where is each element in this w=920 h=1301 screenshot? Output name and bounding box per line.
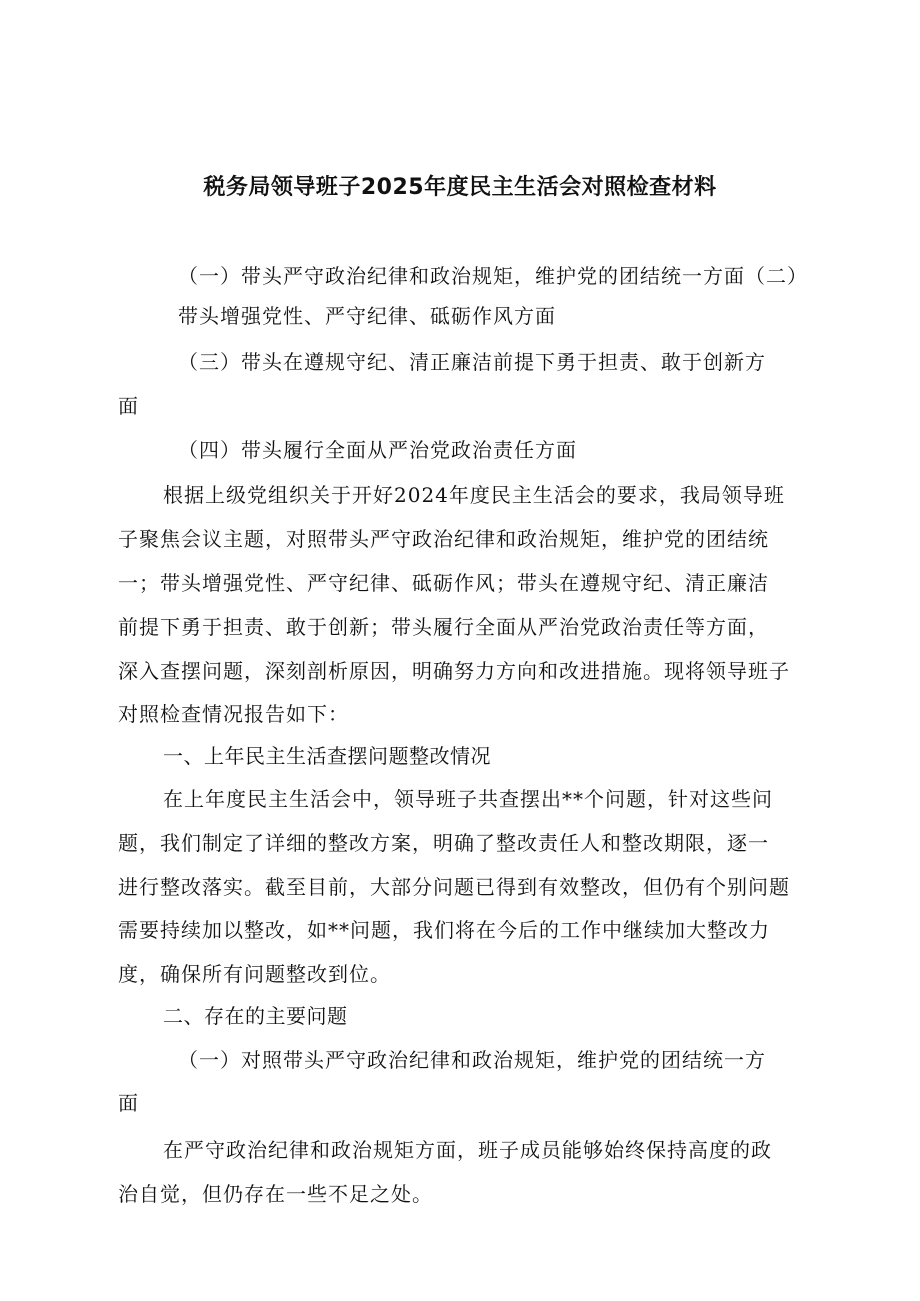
- section1-line-5: 度，确保所有问题整改到位。: [118, 962, 391, 986]
- intro-line-2: 子聚焦会议主题，对照带头严守政治纪律和政治规矩，维护党的团结统: [118, 527, 769, 551]
- toc-line-1: （一）带头严守政治纪律和政治规矩，维护党的团结统一方面（二）: [178, 264, 808, 288]
- toc-line-2: 带头增强党性、严守纪律、砥砺作风方面: [178, 304, 556, 328]
- intro-line-6: 对照检查情况报告如下：: [118, 702, 349, 726]
- section2-sub1-line-2: 面: [118, 1091, 139, 1115]
- intro-line-4: 前提下勇于担责、敢于创新；带头履行全面从严治党政治责任等方面，: [118, 615, 769, 639]
- section1-line-3: 进行整改落实。截至目前，大部分问题已得到有效整改，但仍有个别问题: [118, 875, 790, 899]
- section2-para-line-1: 在严守政治纪律和政治规矩方面，班子成员能够始终保持高度的政: [163, 1138, 772, 1162]
- section2-heading: 二、存在的主要问题: [163, 1004, 348, 1028]
- section2-para-line-2: 治自觉，但仍存在一些不足之处。: [118, 1182, 433, 1206]
- intro-line-3: 一；带头增强党性、严守纪律、砥砺作风；带头在遵规守纪、清正廉洁: [118, 571, 769, 595]
- section1-line-4: 需要持续加以整改，如**问题，我们将在今后的工作中继续加大整改力: [118, 918, 770, 942]
- toc-line-4: 面: [118, 394, 139, 418]
- document-title: 税务局领导班子2025年度民主生活会对照检查材料: [203, 175, 717, 200]
- section1-line-2: 题，我们制定了详细的整改方案，明确了整改责任人和整改期限，逐一: [118, 831, 769, 855]
- section1-line-1: 在上年度民主生活会中，领导班子共查摆出**个问题，针对这些问: [163, 787, 773, 811]
- intro-line-5: 深入查摆问题，深刻剖析原因，明确努力方向和改进措施。现将领导班子: [118, 659, 790, 683]
- toc-line-5: （四）带头履行全面从严治党政治责任方面: [178, 438, 577, 462]
- toc-line-3: （三）带头在遵规守纪、清正廉洁前提下勇于担责、敢于创新方: [178, 350, 766, 374]
- section2-sub1-line-1: （一）对照带头严守政治纪律和政治规矩，维护党的团结统一方: [178, 1048, 766, 1072]
- section1-heading: 一、上年民主生活查摆问题整改情况: [163, 744, 491, 768]
- intro-line-1: 根据上级党组织关于开好2024年度民主生活会的要求，我局领导班: [163, 483, 785, 507]
